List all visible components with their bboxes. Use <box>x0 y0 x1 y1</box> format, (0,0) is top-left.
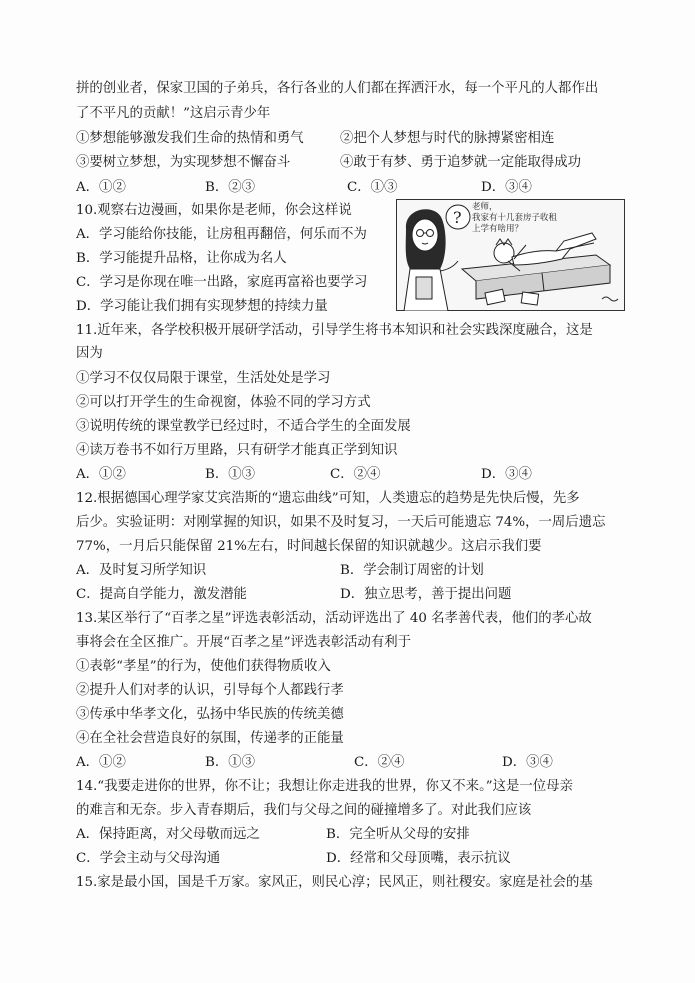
q9-option-c: C．①③ <box>347 180 398 195</box>
cartoon-speech-2: 我家有十几套房子收租 <box>472 213 558 223</box>
q13-option-c: C．②④ <box>354 755 405 770</box>
q11-statement-4: ④读万卷书不如行万里路，只有研学才能真正学到知识 <box>76 443 398 458</box>
q9-statement-4: ④敢于有梦、勇于追梦就一定能取得成功 <box>340 155 582 170</box>
q13-statement-3: ③传承中华孝文化，弘扬中华民族的传统美德 <box>76 707 344 722</box>
q10-option-d: D．学习能让我们拥有实现梦想的持续力量 <box>76 299 328 314</box>
q12-stem-line1: 12.根据德国心理学家艾宾浩斯的“遗忘曲线”可知，人类遗忘的趋势是先快后慢，先多 <box>76 491 580 506</box>
q12-stem-line2: 后少。实验证明：对刚掌握的知识，如果不及时复习，一天后可能遗忘 74%，一周后遗忘 <box>76 515 606 530</box>
q14-option-c: C．学会主动与父母沟通 <box>76 851 221 866</box>
q10-option-b: B．学习能提升品格，让你成为名人 <box>76 251 287 266</box>
q12-option-c: C．提高自学能力，激发潜能 <box>76 587 247 602</box>
q11-stem-line1: 11.近年来，各学校积极开展研学活动，引导学生将书本知识和社会实践深度融合，这是 <box>76 323 593 338</box>
q11-option-c: C．②④ <box>330 467 381 482</box>
q9-statement-1: ①梦想能够激发我们生命的热情和勇气 <box>76 131 304 146</box>
q13-statement-2: ②提升人们对孝的认识，引导每个人都践行孝 <box>76 683 344 698</box>
q14-option-d: D．经常和父母顶嘴，表示抗议 <box>326 851 511 866</box>
q11-stem-line2: 因为 <box>76 346 103 361</box>
q13-statement-1: ①表彰“孝星”的行为，使他们获得物质收入 <box>76 659 331 674</box>
q10-option-c: C．学习是你现在唯一出路，家庭再富裕也要学习 <box>76 275 368 290</box>
q9-stem-line1: 拼的创业者，保家卫国的子弟兵，各行各业的人们都在挥洒汗水，每一个平凡的人都作出 <box>76 81 599 96</box>
q14-option-b: B．完全听从父母的安排 <box>326 827 470 842</box>
q9-statement-2: ②把个人梦想与时代的脉搏紧密相连 <box>340 131 555 146</box>
q9-statement-3: ③要树立梦想，为实现梦想不懈奋斗 <box>76 155 291 170</box>
svg-text:?: ? <box>453 208 462 227</box>
q11-option-b: B．①③ <box>205 467 256 482</box>
q14-stem-line1: 14.“我要走进你的世界，你不让；我想让你走进我的世界，你又不来。”这是一位母亲 <box>76 779 573 794</box>
q13-stem-line2: 事将会在全区推广。开展“百孝之星”评选表彰活动有利于 <box>76 635 412 650</box>
q11-statement-2: ②可以打开学生的生命视窗，体验不同的学习方式 <box>76 395 371 410</box>
q12-option-b: B．学会制订周密的计划 <box>340 563 484 578</box>
q12-option-d: D．独立思考，善于提出问题 <box>340 587 512 602</box>
q12-stem-line3: 77%，一月后只能保留 21%左右，时间越长保留的知识就越少。这启示我们要 <box>76 539 542 554</box>
q13-option-a: A．①② <box>76 755 126 770</box>
q12-option-a: A．及时复习所学知识 <box>76 563 207 578</box>
q14-stem-line2: 的难言和无奈。步入青春期后，我们与父母之间的碰撞增多了。对此我们应该 <box>76 803 532 818</box>
q10-stem: 10.观察右边漫画，如果你是老师，你会这样说 <box>76 203 352 218</box>
q9-stem-line2: 了不平凡的贡献！”这启示青少年 <box>76 106 271 121</box>
q13-option-b: B．①③ <box>205 755 256 770</box>
q11-option-a: A．①② <box>76 467 126 482</box>
q9-option-d: D．③④ <box>481 180 532 195</box>
q10-option-a: A．学习能给你技能，让房租再翻倍，何乐而不为 <box>76 227 367 242</box>
q11-statement-3: ③说明传统的课堂教学已经过时，不适合学生的全面发展 <box>76 419 411 434</box>
q13-option-d: D．③④ <box>502 755 553 770</box>
q14-option-a: A．保持距离，对父母敬而远之 <box>76 827 260 842</box>
q11-option-d: D．③④ <box>481 467 532 482</box>
cartoon-speech-3: 上学有啥用？ <box>472 224 524 234</box>
cartoon-speech-1: 老师， <box>472 202 498 212</box>
q13-stem-line1: 13.某区举行了“百孝之星”评选表彰活动，活动评选出了 40 名孝善代表，他们的孝心故 <box>76 611 592 626</box>
q9-option-a: A．①② <box>76 180 126 195</box>
q15-stem-line1: 15.家是最小国，国是千万家。家风正，则民心淳；民风正，则社稷安。家庭是社会的基 <box>76 875 593 890</box>
q11-statement-1: ①学习不仅仅局限于课堂，生活处处是学习 <box>76 371 331 386</box>
cartoon-illustration <box>396 199 625 311</box>
q9-option-b: B．②③ <box>205 180 256 195</box>
q13-statement-4: ④在全社会营造良好的氛围，传递孝的正能量 <box>76 731 344 746</box>
